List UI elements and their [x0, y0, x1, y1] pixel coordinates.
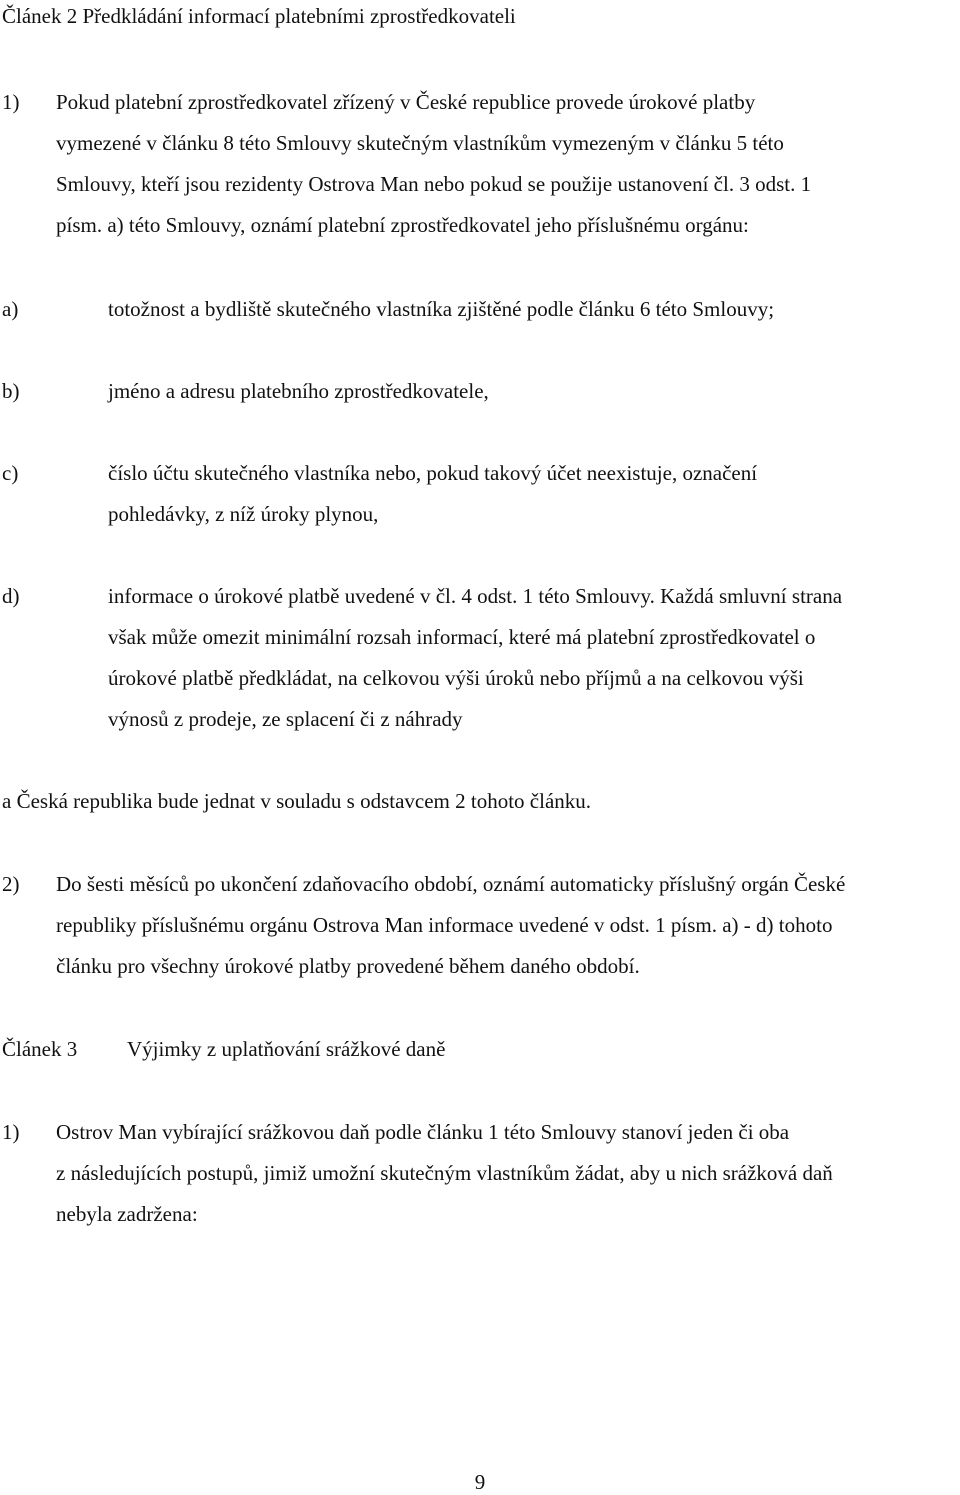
article3-title: Výjimky z uplatňování srážkové daně	[127, 1037, 446, 1061]
list-item-text: číslo účtu skutečného vlastníka nebo, pokud takový účet neexistuje, označení	[108, 461, 758, 485]
list-item-text: však může omezit minimální rozsah informací, které má platební zprostředkovatel o	[108, 625, 816, 649]
paragraph-line: nebyla zadržena:	[56, 1202, 198, 1226]
paragraph-line: z následujících postupů, jimiž umožní skutečným vlastníkům žádat, aby u nich srážková daň	[56, 1161, 833, 1185]
paragraph-line: Ostrov Man vybírající srážkovou daň podle článku 1 této Smlouvy stanoví jeden či oba	[56, 1120, 790, 1144]
paragraph-line: písm. a) této Smlouvy, oznámí platební zprostředkovatel jeho příslušnému orgánu:	[56, 213, 749, 237]
list-item-text: výnosů z prodeje, ze splacení či z náhrady	[108, 707, 463, 731]
paragraph-line: článku pro všechny úrokové platby provedené během daného období.	[56, 954, 640, 978]
paragraph-line: Do šesti měsíců po ukončení zdaňovacího období, oznámí automaticky příslušný orgán České	[56, 872, 846, 896]
paragraph-number: 2)	[2, 872, 20, 896]
page-number: 9	[474, 1470, 486, 1494]
list-item-text: totožnost a bydliště skutečného vlastníka zjištěné podle článku 6 této Smlouvy;	[108, 297, 775, 321]
list-item-text: pohledávky, z níž úroky plynou,	[108, 502, 379, 526]
article3-label: Článek 3	[2, 1037, 78, 1061]
closing-sentence: a Česká republika bude jednat v souladu s odstavcem 2 tohoto článku.	[2, 789, 592, 813]
list-item-label: c)	[2, 461, 19, 485]
paragraph-number: 1)	[2, 90, 20, 114]
list-item-text: úrokové platbě předkládat, na celkovou výši úroků nebo příjmů a na celkovou výši	[108, 666, 804, 690]
list-item-text: informace o úrokové platbě uvedené v čl. 4 odst. 1 této Smlouvy. Každá smluvní strana	[108, 584, 843, 608]
article2-heading: Článek 2 Předkládání informací platebními zprostředkovateli	[2, 4, 516, 28]
list-item-label: b)	[2, 379, 20, 403]
paragraph-line: republiky příslušnému orgánu Ostrova Man informace uvedené v odst. 1 písm. a) - d) tohoto	[56, 913, 833, 937]
paragraph-line: Smlouvy, kteří jsou rezidenty Ostrova Man nebo pokud se použije ustanovení čl. 3 odst. 1	[56, 172, 812, 196]
paragraph-number: 1)	[2, 1120, 20, 1144]
list-item-text: jméno a adresu platebního zprostředkovatele,	[108, 379, 489, 403]
list-item-label: a)	[2, 297, 19, 321]
paragraph-line: vymezené v článku 8 této Smlouvy skutečným vlastníkům vymezeným v článku 5 této	[56, 131, 784, 155]
list-item-label: d)	[2, 584, 20, 608]
paragraph-line: Pokud platební zprostředkovatel zřízený v České republice provede úrokové platby	[56, 90, 756, 114]
